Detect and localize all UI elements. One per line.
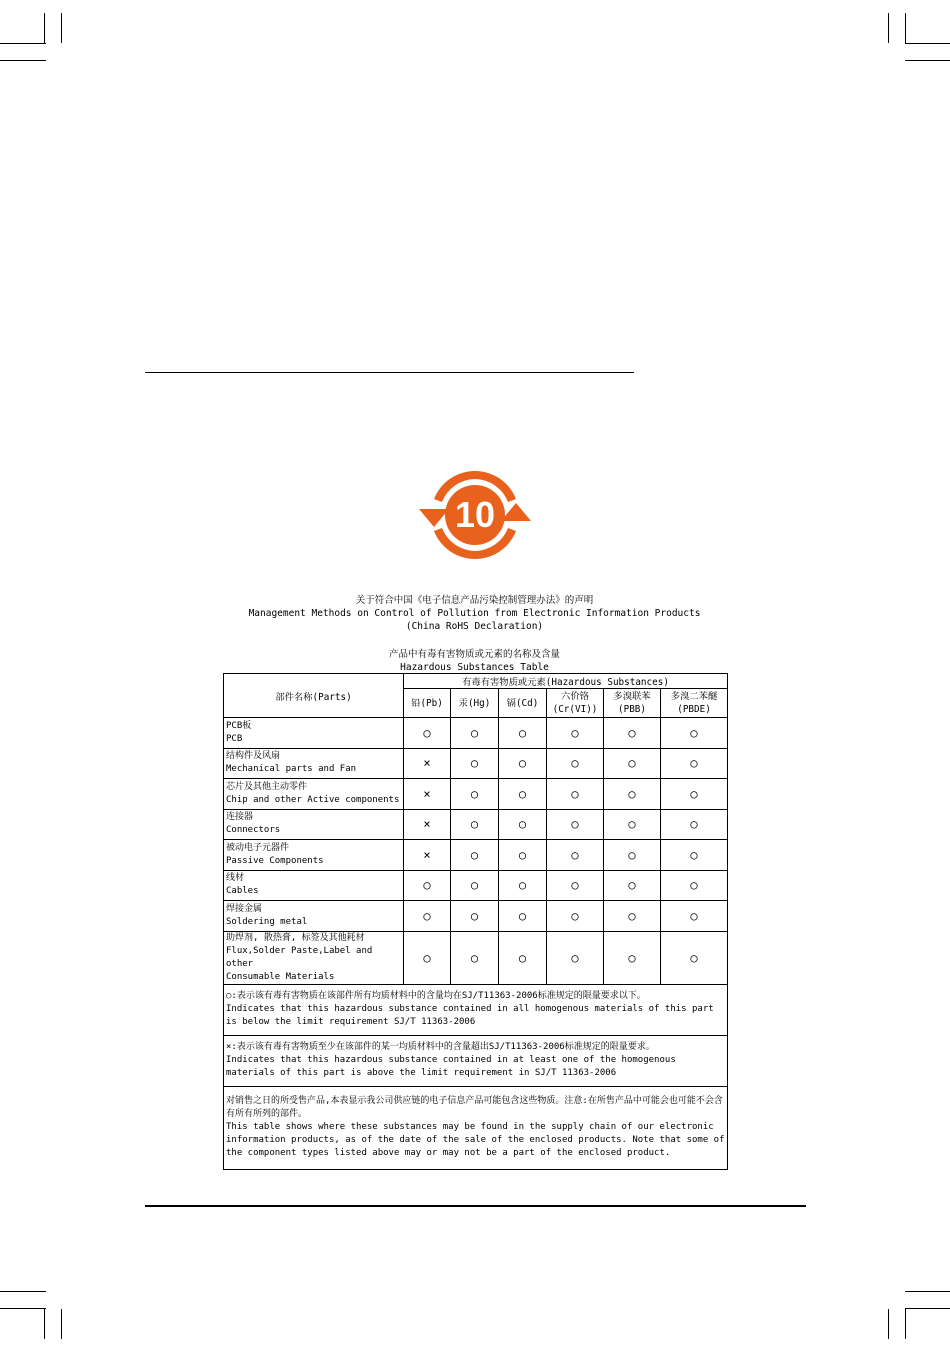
substance-mark: ○: [499, 809, 547, 840]
part-name-cn: PCB板: [226, 720, 252, 731]
part-name-en: Connectors: [226, 825, 281, 836]
declaration-subtitle: (China RoHS Declaration): [405, 621, 544, 632]
note-cross-cn: ×:表示该有毒有害物质至少在该部件的某一均质材料中的含量超出SJ/T11363-2006标准规定的限量要求。: [226, 1042, 655, 1052]
part-name-cn: 连接器: [226, 812, 254, 823]
part-name-cn: 线材: [226, 873, 245, 884]
substances-header: 有毒有害物质或元素(Hazardous Substances): [404, 674, 728, 689]
substance-mark: ○: [547, 901, 604, 932]
substance-mark: ○: [547, 809, 604, 840]
part-label: [224, 901, 404, 932]
crop-mark: [0, 1308, 46, 1309]
crop-mark: [888, 13, 889, 43]
substance-mark: ○: [499, 718, 547, 749]
crop-mark: [905, 1309, 906, 1339]
part-name-line: Flux,Solder Paste,Label and other: [226, 945, 373, 969]
crop-mark: [905, 1291, 950, 1292]
substance-mark: ○: [404, 718, 451, 749]
table-row: [224, 870, 728, 901]
table-row: [224, 931, 728, 984]
note-cross-cell: [224, 1035, 728, 1086]
crop-mark: [0, 60, 46, 61]
substance-mark: ○: [451, 809, 499, 840]
declaration-title-cn: 关于符合中国《电子信息产品污染控制管理办法》的声明: [355, 595, 594, 606]
table-row: [224, 718, 728, 749]
substance-mark: ○: [604, 840, 661, 871]
substance-mark: ○: [547, 718, 604, 749]
substance-mark: ○: [604, 931, 661, 984]
column-header: 多溴二苯醚 (PBDE): [661, 689, 728, 718]
substance-mark: ○: [604, 809, 661, 840]
parts-header: 部件名称(Parts): [224, 674, 404, 718]
note-cross: [224, 1035, 728, 1086]
substance-mark: ○: [661, 931, 728, 984]
part-name-en: PCB: [226, 733, 243, 744]
substance-mark: ○: [451, 840, 499, 871]
table-title-cn: 产品中有毒有害物质或元素的名称及含量: [388, 649, 560, 660]
note-supply-chain-cell: [224, 1086, 728, 1169]
part-name-en: Mechanical parts and Fan: [226, 764, 357, 775]
note-circle-en: Indicates that this hazardous substance contained in all homogenous materials of this part is below the limit requirement SJ/T 11363-2006: [226, 1004, 714, 1027]
part-name-en: Chip and other Active components: [226, 794, 400, 805]
substance-mark: ○: [547, 931, 604, 984]
table-row: [224, 809, 728, 840]
footer-rule: [145, 1205, 806, 1207]
crop-mark: [905, 1308, 950, 1309]
part-label: [224, 748, 404, 779]
part-label: [224, 870, 404, 901]
part-label: [224, 809, 404, 840]
column-header: 多溴联苯 (PBB): [604, 689, 661, 718]
substance-mark: ○: [604, 779, 661, 810]
header-rule: [145, 372, 634, 373]
substance-mark: ○: [451, 901, 499, 932]
substance-mark: ○: [451, 748, 499, 779]
substance-mark: ○: [661, 748, 728, 779]
substance-mark: ○: [604, 901, 661, 932]
note-cross-en: Indicates that this hazardous substance contained in at least one of the homogenous materials of this part is above the limit requirement in SJ/T 11363-2006: [226, 1055, 676, 1078]
substance-mark: ○: [499, 840, 547, 871]
column-header: 镉(Cd): [499, 689, 547, 718]
table-row: [224, 901, 728, 932]
substance-mark: ○: [661, 779, 728, 810]
substance-mark: ○: [661, 840, 728, 871]
substance-mark: ○: [604, 870, 661, 901]
part-name-en: Passive Components: [226, 855, 324, 866]
part-label: [224, 840, 404, 871]
part-name-cn: 焊接金属: [226, 903, 263, 914]
part-name-line: 助焊剂, 散热膏, 标签及其他耗材: [226, 932, 365, 943]
substance-mark: ×: [404, 809, 451, 840]
part-label: [224, 779, 404, 810]
table-row: [224, 748, 728, 779]
note-supply-chain-cn: 对销售之日的所受售产品,本表显示我公司供应链的电子信息产品可能包含这些物质。注意:在所售产品中可能会也可能不会含有所有所列的部件。: [226, 1096, 723, 1119]
substance-mark: ○: [499, 779, 547, 810]
crop-mark: [44, 13, 45, 43]
note-circle-cell: [224, 984, 728, 1035]
note-supply-chain: [224, 1086, 728, 1169]
substance-mark: ○: [404, 870, 451, 901]
substance-mark: ○: [404, 901, 451, 932]
part-name-line: Consumable Materials: [226, 971, 335, 982]
substance-mark: ○: [451, 931, 499, 984]
part-name-cn: 芯片及其他主动零件: [226, 781, 308, 792]
part-name-cn: 结构件及风扇: [226, 751, 281, 762]
part-name-en: Cables: [226, 886, 259, 897]
substance-mark: ○: [499, 931, 547, 984]
substance-mark: ○: [604, 748, 661, 779]
substance-mark: ○: [404, 931, 451, 984]
part-name-cn: 被动电子元器件: [226, 842, 290, 853]
crop-mark: [0, 43, 46, 44]
table-title-en: Hazardous Substances Table: [400, 662, 549, 673]
environment-friendly-use-period-icon: [416, 465, 534, 565]
substance-mark: ○: [661, 870, 728, 901]
substance-mark: ○: [547, 870, 604, 901]
column-header: 汞(Hg): [451, 689, 499, 718]
crop-mark: [905, 43, 950, 44]
substance-mark: ×: [404, 748, 451, 779]
crop-mark: [0, 1291, 46, 1292]
substance-mark: ○: [451, 718, 499, 749]
crop-mark: [905, 60, 950, 61]
note-circle: [224, 984, 728, 1035]
hazardous-substances-table: [223, 673, 728, 1170]
substance-mark: ○: [661, 718, 728, 749]
table-row: [224, 779, 728, 810]
part-label: [224, 931, 404, 984]
substance-mark: ○: [547, 840, 604, 871]
substance-mark: ×: [404, 840, 451, 871]
crop-mark: [61, 13, 62, 43]
crop-mark: [888, 1309, 889, 1339]
substance-mark: ○: [547, 779, 604, 810]
note-circle-cn: ○:表示该有毒有害物质在该部件所有均质材料中的含量均在SJ/T11363-2006标准规定的限量要求以下。: [226, 991, 646, 1001]
column-header: 六价铬 (Cr(VI)): [547, 689, 604, 718]
substance-mark: ○: [661, 901, 728, 932]
note-supply-chain-en: This table shows where these substances may be found in the supply chain of our electronic information products, as of the date of the sale of the enclosed products. Note that some of the component types listed above may or may not be a part of the enclosed product.: [226, 1122, 725, 1158]
table-row: [224, 840, 728, 871]
crop-mark: [905, 13, 906, 43]
logo-number: 10: [454, 494, 496, 535]
crop-mark: [61, 1309, 62, 1339]
crop-mark: [44, 1309, 45, 1339]
declaration-title-en: Management Methods on Control of Pollution from Electronic Information Products: [248, 608, 701, 619]
substance-mark: ○: [499, 748, 547, 779]
substance-mark: ○: [451, 779, 499, 810]
substance-mark: ○: [661, 809, 728, 840]
substance-mark: ○: [451, 870, 499, 901]
substance-mark: ○: [499, 901, 547, 932]
substance-mark: ○: [547, 748, 604, 779]
part-name-en: Soldering metal: [226, 916, 308, 927]
substance-mark: ○: [499, 870, 547, 901]
part-label: [224, 718, 404, 749]
substance-mark: ×: [404, 779, 451, 810]
substance-mark: ○: [604, 718, 661, 749]
column-header: 铅(Pb): [404, 689, 451, 718]
